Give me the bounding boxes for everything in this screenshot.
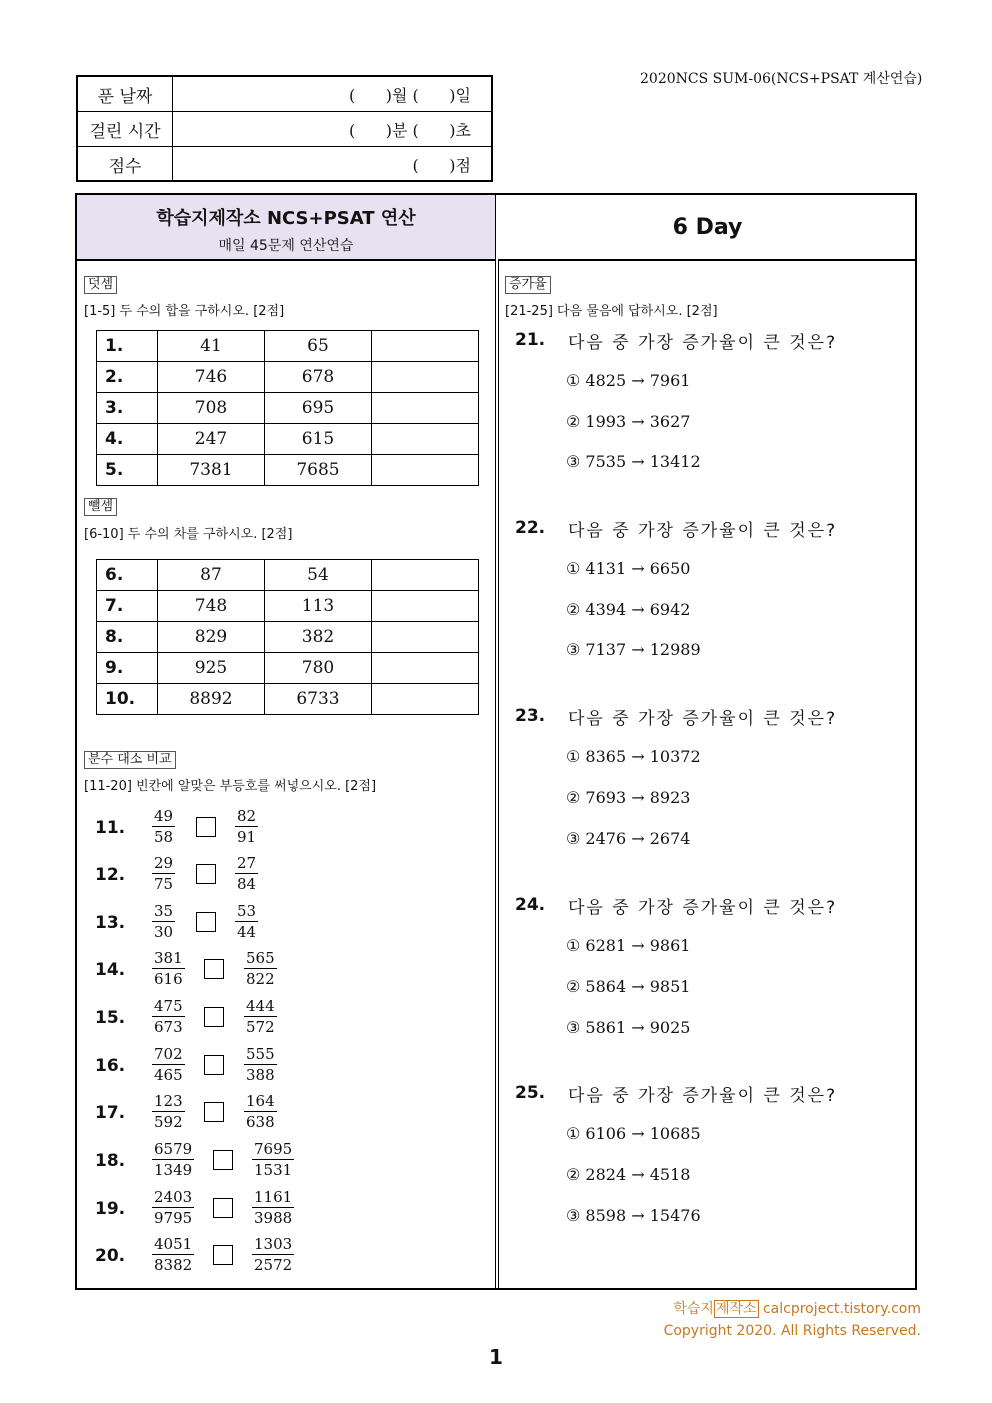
numerator: 4051 [154, 1235, 193, 1253]
fraction-right [235, 806, 258, 847]
problem-number: 23. [515, 706, 546, 726]
answer-box[interactable] [213, 1150, 233, 1170]
problem-number: 17. [95, 1103, 126, 1123]
numerator: 49 [154, 807, 174, 825]
fraction-left [152, 1091, 185, 1132]
operand-a: 41 [158, 331, 265, 362]
operand-b: 780 [265, 653, 372, 684]
table-row [97, 331, 479, 362]
fraction-left [152, 1139, 194, 1180]
table-row [97, 560, 479, 591]
option-2[interactable]: ② 7693 → 8923 [566, 788, 691, 807]
problem-number: 14. [95, 960, 126, 980]
denominator: 58 [154, 828, 174, 846]
footer-copyright: Copyright 2020. All Rights Reserved. [663, 1323, 921, 1339]
option-1[interactable]: ① 8365 → 10372 [566, 747, 701, 766]
answer-cell[interactable] [372, 393, 479, 424]
table-row [97, 591, 479, 622]
problem-number: 21. [515, 330, 546, 350]
answer-box[interactable] [213, 1245, 233, 1265]
fractions-instruction: [11-20] 빈칸에 알맞은 부등호를 써넣으시오. [2점] [84, 779, 377, 794]
answer-box[interactable] [196, 817, 216, 837]
operand-a: 8892 [158, 684, 265, 715]
problem-number: 7. [97, 591, 158, 622]
problem-number: 24. [515, 895, 546, 915]
problem-number: 19. [95, 1199, 126, 1219]
fraction-left [152, 1234, 194, 1275]
info-value[interactable]: ( )점 [412, 156, 471, 175]
denominator: 84 [237, 875, 257, 893]
denominator: 592 [154, 1113, 183, 1131]
answer-cell[interactable] [372, 424, 479, 455]
subtraction-table [96, 559, 479, 715]
info-row-score [78, 147, 491, 182]
section-tag-growth: 증가율 [505, 276, 551, 294]
info-label: 푼 날짜 [78, 77, 173, 111]
column-divider [498, 261, 499, 1290]
fraction-right [235, 901, 258, 942]
numerator: 6579 [154, 1140, 193, 1158]
option-2[interactable]: ② 2824 → 4518 [566, 1165, 691, 1184]
problem-number: 1. [97, 331, 158, 362]
operand-a: 746 [158, 362, 265, 393]
problem-number: 25. [515, 1083, 546, 1103]
denominator: 465 [154, 1066, 183, 1084]
fraction-left [152, 901, 175, 942]
table-row [97, 622, 479, 653]
table-row [97, 684, 479, 715]
operand-b: 65 [265, 331, 372, 362]
option-1[interactable]: ① 6281 → 9861 [566, 936, 691, 955]
info-value[interactable]: ( )분 ( )초 [349, 120, 471, 140]
answer-box[interactable] [196, 912, 216, 932]
problem-number: 15. [95, 1008, 126, 1028]
answer-cell[interactable] [372, 684, 479, 715]
numerator: 1303 [254, 1235, 293, 1253]
operand-b: 678 [265, 362, 372, 393]
problem-number: 18. [95, 1151, 126, 1171]
answer-cell[interactable] [372, 331, 479, 362]
problem-number: 6. [97, 560, 158, 591]
fraction-left [152, 1187, 194, 1228]
answer-cell[interactable] [372, 362, 479, 393]
option-2[interactable]: ② 4394 → 6942 [566, 600, 691, 619]
operand-b: 382 [265, 622, 372, 653]
operand-b: 7685 [265, 455, 372, 486]
numerator: 82 [237, 807, 257, 825]
table-row [97, 362, 479, 393]
denominator: 75 [154, 875, 174, 893]
numerator: 1161 [254, 1188, 293, 1206]
denominator: 44 [237, 923, 257, 941]
denominator: 2572 [254, 1256, 293, 1274]
section-tag-subtraction: 뺄셈 [84, 498, 117, 516]
numerator: 29 [154, 854, 174, 872]
denominator: 1531 [254, 1161, 293, 1179]
denominator: 30 [154, 923, 174, 941]
day-label: 6 Day [498, 195, 917, 261]
operand-a: 247 [158, 424, 265, 455]
denominator: 572 [246, 1018, 275, 1036]
info-row-date [78, 77, 491, 112]
denominator: 9795 [154, 1209, 193, 1227]
question-text: 다음 중 가장 증가율이 큰 것은? [568, 1086, 838, 1106]
brand-site[interactable]: calcproject.tistory.com [758, 1301, 921, 1317]
operand-b: 54 [265, 560, 372, 591]
table-row [97, 455, 479, 486]
operand-b: 695 [265, 393, 372, 424]
fraction-left [152, 1044, 185, 1085]
question-text: 다음 중 가장 증가율이 큰 것은? [568, 521, 838, 541]
fraction-right [244, 996, 277, 1037]
addition-table [96, 330, 479, 486]
fraction-left [152, 948, 185, 989]
problem-number: 8. [97, 622, 158, 653]
numerator: 53 [237, 902, 257, 920]
numerator: 123 [154, 1092, 183, 1110]
question-text: 다음 중 가장 증가율이 큰 것은? [568, 333, 838, 353]
worksheet-subtitle: 매일 45문제 연산연습 [218, 238, 354, 254]
answer-cell[interactable] [372, 560, 479, 591]
answer-box[interactable] [204, 1102, 224, 1122]
fraction-right [252, 1187, 294, 1228]
problem-number: 13. [95, 913, 126, 933]
numerator: 555 [246, 1045, 275, 1063]
fraction-right [252, 1234, 294, 1275]
operand-b: 615 [265, 424, 372, 455]
problem-number: 5. [97, 455, 158, 486]
problem-number: 16. [95, 1056, 126, 1076]
fraction-right [244, 948, 277, 989]
operand-a: 829 [158, 622, 265, 653]
problem-number: 22. [515, 518, 546, 538]
answer-cell[interactable] [372, 455, 479, 486]
subtraction-instruction: [6-10] 두 수의 차를 구하시오. [2점] [84, 527, 293, 542]
table-row [97, 653, 479, 684]
info-label: 걸린 시간 [78, 112, 173, 146]
problem-number: 11. [95, 818, 126, 838]
column-divider [495, 261, 496, 1290]
denominator: 91 [237, 828, 257, 846]
info-label: 점수 [78, 147, 173, 182]
title-panel [77, 195, 496, 261]
worksheet-title: 학습지제작소 NCS+PSAT 연산 [156, 208, 416, 229]
brand-prefix: 학습지 [673, 1301, 714, 1317]
question-text: 다음 중 가장 증가율이 큰 것은? [568, 709, 838, 729]
numerator: 27 [237, 854, 257, 872]
brand-boxed: 제작소 [715, 1301, 757, 1317]
info-table [76, 75, 493, 182]
growth-instruction: [21-25] 다음 물음에 답하시오. [2점] [505, 304, 718, 319]
fraction-right [252, 1139, 294, 1180]
operand-a: 925 [158, 653, 265, 684]
problem-number: 2. [97, 362, 158, 393]
answer-box[interactable] [213, 1198, 233, 1218]
option-1[interactable]: ① 4825 → 7961 [566, 371, 691, 390]
option-2[interactable]: ② 5864 → 9851 [566, 977, 691, 996]
answer-box[interactable] [204, 959, 224, 979]
section-tag-addition: 덧셈 [84, 276, 117, 294]
problem-number: 9. [97, 653, 158, 684]
problem-number: 12. [95, 865, 126, 885]
numerator: 475 [154, 997, 183, 1015]
denominator: 616 [154, 970, 183, 988]
option-3[interactable]: ③ 5861 → 9025 [566, 1018, 691, 1037]
operand-b: 6733 [265, 684, 372, 715]
numerator: 565 [246, 949, 275, 967]
numerator: 164 [246, 1092, 275, 1110]
document-code: 2020NCS SUM-06(NCS+PSAT 계산연습) [640, 71, 923, 87]
fraction-right [244, 1091, 277, 1132]
question-text: 다음 중 가장 증가율이 큰 것은? [568, 898, 838, 918]
fraction-right [235, 853, 258, 894]
problem-number: 10. [97, 684, 158, 715]
problem-number: 4. [97, 424, 158, 455]
operand-a: 708 [158, 393, 265, 424]
table-row [97, 424, 479, 455]
numerator: 444 [246, 997, 275, 1015]
fraction-right [244, 1044, 277, 1085]
denominator: 3988 [254, 1209, 293, 1227]
option-1[interactable]: ① 6106 → 10685 [566, 1124, 701, 1143]
option-2[interactable]: ② 1993 → 3627 [566, 412, 691, 431]
operand-a: 7381 [158, 455, 265, 486]
answer-cell[interactable] [372, 653, 479, 684]
section-tag-fractions: 분수 대소 비교 [84, 751, 176, 769]
option-3[interactable]: ③ 8598 → 15476 [566, 1206, 701, 1225]
option-3[interactable]: ③ 7137 → 12989 [566, 640, 701, 659]
page-number: 1 [489, 1345, 503, 1369]
problem-number: 20. [95, 1246, 126, 1266]
numerator: 702 [154, 1045, 183, 1063]
operand-a: 87 [158, 560, 265, 591]
denominator: 822 [246, 970, 275, 988]
denominator: 8382 [154, 1256, 193, 1274]
answer-cell[interactable] [372, 622, 479, 653]
fraction-left [152, 806, 175, 847]
numerator: 35 [154, 902, 174, 920]
fraction-left [152, 853, 175, 894]
option-3[interactable]: ③ 7535 → 13412 [566, 452, 701, 471]
denominator: 673 [154, 1018, 183, 1036]
answer-box[interactable] [204, 1007, 224, 1027]
denominator: 1349 [154, 1161, 193, 1179]
option-3[interactable]: ③ 2476 → 2674 [566, 829, 691, 848]
answer-cell[interactable] [372, 591, 479, 622]
denominator: 638 [246, 1113, 275, 1131]
answer-box[interactable] [196, 864, 216, 884]
footer-brand [673, 1298, 921, 1318]
option-1[interactable]: ① 4131 → 6650 [566, 559, 691, 578]
operand-b: 113 [265, 591, 372, 622]
operand-a: 748 [158, 591, 265, 622]
numerator: 381 [154, 949, 183, 967]
answer-box[interactable] [204, 1055, 224, 1075]
fraction-left [152, 996, 185, 1037]
info-row-time [78, 112, 491, 147]
denominator: 388 [246, 1066, 275, 1084]
numerator: 7695 [254, 1140, 293, 1158]
addition-instruction: [1-5] 두 수의 합을 구하시오. [2점] [84, 304, 285, 319]
numerator: 2403 [154, 1188, 193, 1206]
table-row [97, 393, 479, 424]
info-value[interactable]: ( )월 ( )일 [349, 85, 471, 105]
problem-number: 3. [97, 393, 158, 424]
